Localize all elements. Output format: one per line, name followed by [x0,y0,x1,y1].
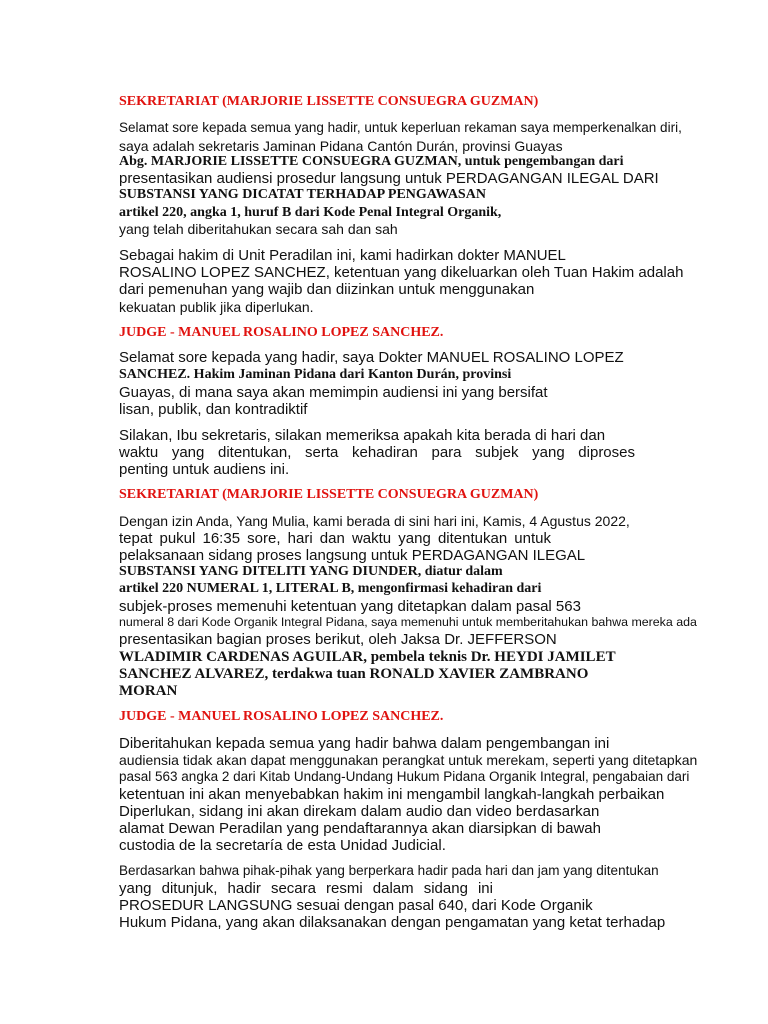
text-line: artikel 220, angka 1, huruf B dari Kode Penal Integral Organik, [119,205,502,220]
text-line: Diberitahukan kepada semua yang hadir bahwa dalam pengembangan ini [119,735,610,752]
text-line: WLADIMIR CARDENAS AGUILAR, pembela teknis Dr. HEYDI JAMILET [119,649,616,665]
text-line: numeral 8 dari Kode Organik Integral Pidana, saya memenuhi untuk memberitahukan bahwa mereka ada [119,615,697,629]
text-line: ketentuan ini akan menyebabkan hakim ini mengambil langkah-langkah perbaikan [119,786,665,803]
text-line: Diperlukan, sidang ini akan direkam dalam audio dan video berdasarkan [119,803,600,820]
text-line: presentasikan bagian proses berikut, oleh Jaksa Dr. JEFFERSON [119,631,557,648]
text-line: Guayas, di mana saya akan memimpin audiensi ini yang bersifat [119,384,548,401]
text-line: SUBSTANSI YANG DICATAT TERHADAP PENGAWASAN [119,187,486,202]
speaker-heading-judge: JUDGE - MANUEL ROSALINO LOPEZ SANCHEZ. [119,325,444,340]
text-line: subjek-proses memenuhi ketentuan yang ditetapkan dalam pasal 563 [119,598,581,615]
text-line: yang ditunjuk, hadir secara resmi dalam sidang ini [119,880,493,897]
text-line: ROSALINO LOPEZ SANCHEZ, ketentuan yang dikeluarkan oleh Tuan Hakim adalah [119,264,684,281]
text-line: Hukum Pidana, yang akan dilaksanakan dengan pengamatan yang ketat terhadap [119,914,666,931]
text-line: pasal 563 angka 2 dari Kitab Undang-Undang Hukum Pidana Organik Integral, pengabaian dari [119,769,690,784]
text-line: Dengan izin Anda, Yang Mulia, kami berada di sini hari ini, Kamis, 4 Agustus 2022, [119,513,630,529]
text-line: Selamat sore kepada semua yang hadir, untuk keperluan rekaman saya memperkenalkan diri, [119,120,682,135]
text-line: tepat pukul 16:35 sore, hari dan waktu yang ditentukan untuk [119,530,551,547]
speaker-heading-judge: JUDGE - MANUEL ROSALINO LOPEZ SANCHEZ. [119,709,444,724]
text-line: Berdasarkan bahwa pihak-pihak yang berperkara hadir pada hari dan jam yang ditentukan [119,863,659,878]
text-line: Selamat sore kepada yang hadir, saya Dokter MANUEL ROSALINO LOPEZ [119,349,624,366]
text-line: Abg. MARJORIE LISSETTE CONSUEGRA GUZMAN, untuk pengembangan dari [119,154,624,169]
text-line: dari pemenuhan yang wajib dan diizinkan untuk menggunakan [119,281,535,298]
text-line: waktu yang ditentukan, serta kehadiran para subjek yang diproses [119,444,635,461]
text-line: kekuatan publik jika diperlukan. [119,299,314,315]
text-line: MORAN [119,683,178,699]
text-line: Silakan, Ibu sekretaris, silakan memeriksa apakah kita berada di hari dan [119,427,606,444]
text-line: SUBSTANSI YANG DITELITI YANG DIUNDER, diatur dalam [119,564,503,579]
text-line: audiensia tidak akan dapat menggunakan perangkat untuk merekam, seperti yang ditetapkan [119,752,698,768]
text-line: SANCHEZ ALVAREZ, terdakwa tuan RONALD XAVIER ZAMBRANO [119,666,589,682]
text-line: pelaksanaan sidang proses langsung untuk PERDAGANGAN ILEGAL [119,547,586,564]
speaker-heading-secretary: SEKRETARIAT (MARJORIE LISSETTE CONSUEGRA GUZMAN) [119,94,539,109]
text-line: presentasikan audiensi prosedur langsung untuk PERDAGANGAN ILEGAL DARI [119,170,659,187]
text-line: SANCHEZ. Hakim Jaminan Pidana dari Kanton Durán, provinsi [119,367,512,382]
text-line: lisan, publik, dan kontradiktif [119,401,308,418]
text-line: penting untuk audiens ini. [119,461,290,478]
speaker-heading-secretary: SEKRETARIAT (MARJORIE LISSETTE CONSUEGRA GUZMAN) [119,487,539,502]
text-line: artikel 220 NUMERAL 1, LITERAL B, mengonfirmasi kehadiran dari [119,581,542,596]
text-line: saya adalah sekretaris Jaminan Pidana Cantón Durán, provinsi Guayas [119,138,563,154]
text-line: PROSEDUR LANGSUNG sesuai dengan pasal 640, dari Kode Organik [119,897,593,914]
text-line: alamat Dewan Peradilan yang pendaftarannya akan diarsipkan di bawah [119,820,601,837]
text-line: custodia de la secretaría de esta Unidad Judicial. [119,837,446,854]
text-line: yang telah diberitahukan secara sah dan sah [119,221,398,237]
text-line: Sebagai hakim di Unit Peradilan ini, kami hadirkan dokter MANUEL [119,247,566,264]
